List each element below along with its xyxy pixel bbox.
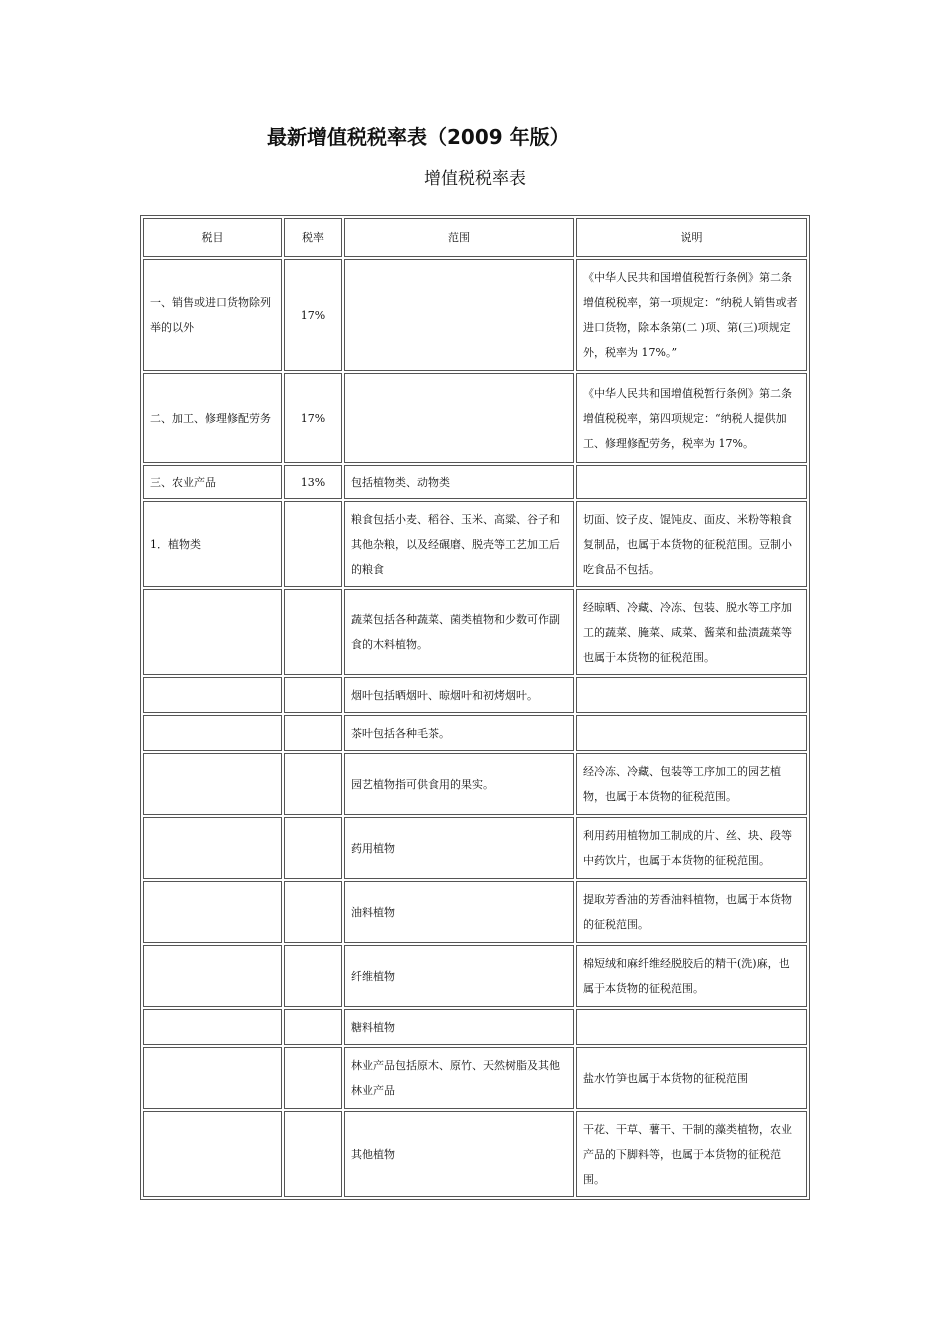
- row-scope-cell: 蔬菜包括各种蔬菜、菌类植物和少数可作副食的木料植物。: [344, 589, 574, 675]
- subtitle-text: 增值税税率表: [424, 169, 526, 189]
- header-scope: 范围: [344, 218, 574, 257]
- row-note-cell: 经冷冻、冷藏、包装等工序加工的园艺植物，也属于本货物的征税范围。: [576, 753, 807, 815]
- row-rate-cell: [284, 1047, 342, 1109]
- row-scope-cell: 园艺植物指可供食用的果实。: [344, 753, 574, 815]
- header-item: 税目: [143, 218, 282, 257]
- row-rate-cell: 13%: [284, 465, 342, 499]
- row-rate-cell: [284, 881, 342, 943]
- row-scope-cell: 包括植物类、动物类: [344, 465, 574, 499]
- row-note-cell: [576, 677, 807, 713]
- table-row: [143, 259, 807, 371]
- table-row: [143, 945, 807, 1007]
- row-note-cell: 经晾晒、冷藏、冷冻、包装、脱水等工序加工的蔬菜、腌菜、咸菜、酱菜和盐渍蔬菜等也属于本货物的征税范围。: [576, 589, 807, 675]
- row-item-cell: [143, 715, 282, 751]
- row-item-cell: 一、销售或进口货物除列举的以外: [143, 259, 282, 371]
- row-rate-cell: [284, 1009, 342, 1045]
- header-rate: 税率: [284, 218, 342, 257]
- table-row: [143, 1111, 807, 1197]
- row-rate-cell: [284, 677, 342, 713]
- row-item-cell: [143, 945, 282, 1007]
- row-item-cell: [143, 753, 282, 815]
- row-note-cell: 《中华人民共和国增值税暂行条例》第二条增值税税率，第一项规定：“纳税人销售或者进口货物，除本条第(二 )项、第(三)项规定外，税率为 17%。”: [576, 259, 807, 371]
- row-item-cell: [143, 817, 282, 879]
- row-note-cell: 盐水竹笋也属于本货物的征税范围: [576, 1047, 807, 1109]
- row-rate-cell: [284, 753, 342, 815]
- table-row: [143, 1047, 807, 1109]
- table-header-row: [143, 218, 807, 257]
- row-scope-cell: 纤维植物: [344, 945, 574, 1007]
- row-item-cell: [143, 1047, 282, 1109]
- row-scope-cell: 药用植物: [344, 817, 574, 879]
- row-scope-cell: 林业产品包括原木、原竹、天然树脂及其他林业产品: [344, 1047, 574, 1109]
- row-item-cell: 1．植物类: [143, 501, 282, 587]
- row-note-cell: [576, 1009, 807, 1045]
- row-rate-cell: [284, 589, 342, 675]
- vat-rate-table: [140, 215, 810, 1200]
- row-scope-cell: 油料植物: [344, 881, 574, 943]
- row-rate-cell: [284, 501, 342, 587]
- row-note-cell: 切面、饺子皮、馄饨皮、面皮、米粉等粮食复制品，也属于本货物的征税范围。豆制小吃食品不包括。: [576, 501, 807, 587]
- row-note-cell: 干花、干草、薯干、干制的藻类植物，农业产品的下脚料等，也属于本货物的征税范围。: [576, 1111, 807, 1197]
- row-note-cell: 《中华人民共和国增值税暂行条例》第二条增值税税率，第四项规定：“纳税人提供加工、修理修配劳务，税率为 17%。: [576, 373, 807, 463]
- row-rate-cell: [284, 715, 342, 751]
- row-item-cell: [143, 881, 282, 943]
- row-item-cell: 三、农业产品: [143, 465, 282, 499]
- row-note-cell: 提取芳香油的芳香油料植物，也属于本货物的征税范围。: [576, 881, 807, 943]
- table-row: [143, 817, 807, 879]
- row-item-cell: [143, 1009, 282, 1045]
- row-scope-cell: 其他植物: [344, 1111, 574, 1197]
- table-row: [143, 589, 807, 675]
- row-item-cell: [143, 589, 282, 675]
- table-row: [143, 501, 807, 587]
- row-rate-cell: [284, 1111, 342, 1197]
- row-rate-cell: 17%: [284, 259, 342, 371]
- row-scope-cell: 糖料植物: [344, 1009, 574, 1045]
- row-scope-cell: 烟叶包括晒烟叶、晾烟叶和初烤烟叶。: [344, 677, 574, 713]
- row-scope-cell: [344, 259, 574, 371]
- table-row: [143, 677, 807, 713]
- row-scope-cell: [344, 373, 574, 463]
- document-title: 最新增值税税率表（2009 年版）: [267, 125, 570, 149]
- table-row: [143, 753, 807, 815]
- table-row: [143, 715, 807, 751]
- table-row: [143, 465, 807, 499]
- row-note-cell: [576, 465, 807, 499]
- header-note: 说明: [576, 218, 807, 257]
- row-rate-cell: 17%: [284, 373, 342, 463]
- table-body: [143, 218, 807, 1197]
- row-rate-cell: [284, 945, 342, 1007]
- table-row: [143, 373, 807, 463]
- row-scope-cell: 茶叶包括各种毛茶。: [344, 715, 574, 751]
- row-item-cell: [143, 677, 282, 713]
- row-note-cell: 利用药用植物加工制成的片、丝、块、段等中药饮片，也属于本货物的征税范围。: [576, 817, 807, 879]
- table-row: [143, 1009, 807, 1045]
- row-rate-cell: [284, 817, 342, 879]
- row-note-cell: [576, 715, 807, 751]
- table-row: [143, 881, 807, 943]
- row-note-cell: 棉短绒和麻纤维经脱胶后的精干(洗)麻，也属于本货物的征税范围。: [576, 945, 807, 1007]
- document-subtitle: [0, 164, 950, 189]
- row-item-cell: [143, 1111, 282, 1197]
- row-scope-cell: 粮食包括小麦、稻谷、玉米、高粱、谷子和其他杂粮，以及经碾磨、脱壳等工艺加工后的粮食: [344, 501, 574, 587]
- row-item-cell: 二、加工、修理修配劳务: [143, 373, 282, 463]
